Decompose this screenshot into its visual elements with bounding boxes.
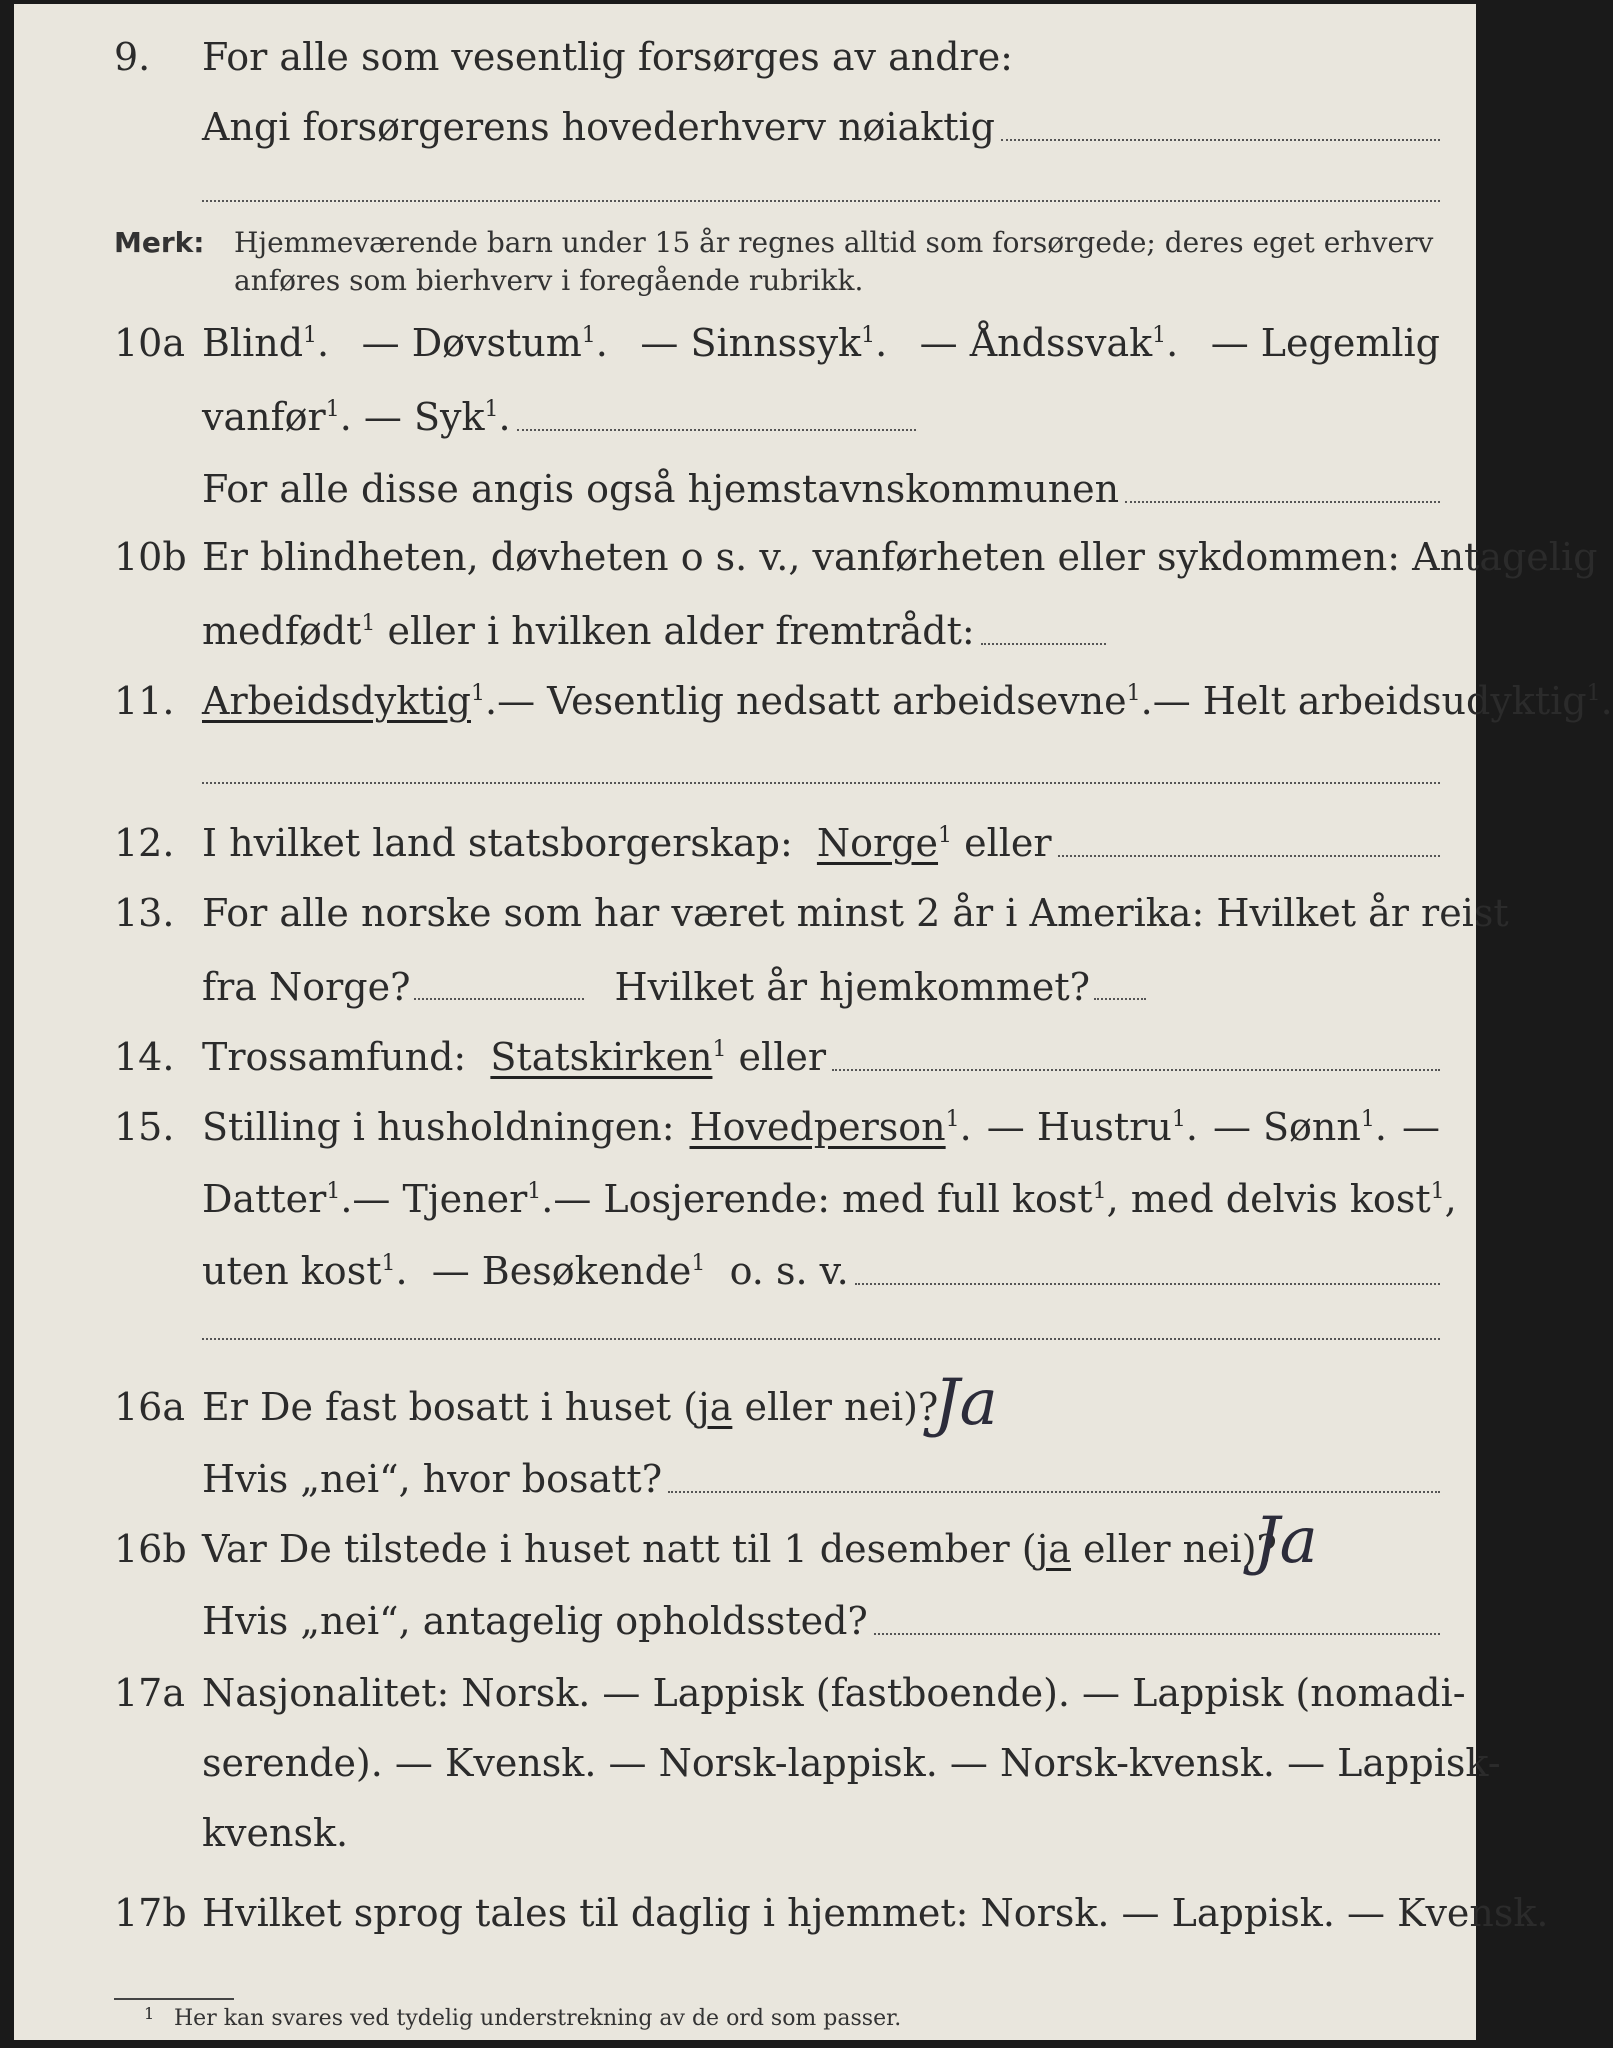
answer-line[interactable] xyxy=(1058,855,1440,857)
answer-line[interactable] xyxy=(414,998,584,1000)
option-besokende[interactable]: — Besøkende$^1$ xyxy=(431,1249,706,1293)
question-number: 12. xyxy=(114,821,175,865)
question-text: Trossamfund: xyxy=(202,1035,467,1079)
question-text: For alle norske som har været minst 2 år i Amerika: Hvilket år reist xyxy=(202,891,1509,935)
question-number: 9. xyxy=(114,35,151,79)
merk-label: Merk: xyxy=(114,226,205,259)
footnote-rule xyxy=(114,1998,234,2000)
question-text: Er blindheten, døvheten o s. v., vanførheten eller sykdommen: Antagelig xyxy=(202,535,1598,579)
question-text: Er De fast bosatt i huset ( xyxy=(202,1385,698,1429)
option-eller: eller xyxy=(964,821,1052,865)
answer-line[interactable] xyxy=(517,429,916,431)
option-tjener[interactable]: — Tjener$^1$. xyxy=(352,1177,554,1221)
question-number: 11. xyxy=(114,679,175,723)
option-full-kost[interactable]: — Losjerende: med full kost$^1$ xyxy=(553,1177,1107,1221)
handwritten-answer: Ja xyxy=(1254,1504,1318,1578)
question-text: fra Norge? xyxy=(202,965,411,1009)
option-legemlig[interactable]: — Legemlig xyxy=(1210,321,1440,365)
answer-line[interactable] xyxy=(1001,139,1440,141)
census-form-page xyxy=(14,4,1613,2040)
option-arbeidsdyktig[interactable]: Arbeidsdyktig$^1$. xyxy=(202,679,498,723)
answer-line[interactable] xyxy=(855,1283,1440,1285)
option-sinnssyk[interactable]: — Sinnssyk$^1$. xyxy=(640,321,888,365)
option-norge[interactable]: Norge$^1$ xyxy=(816,821,953,865)
question-text: Nasjonalitet: Norsk. — Lappisk (fastboende). — Lappisk (nomadi- xyxy=(202,1671,1466,1715)
option-nedsatt-arbeidsevne[interactable]: — Vesentlig nedsatt arbeidsevne$^1$. xyxy=(497,679,1153,723)
answer-line[interactable] xyxy=(1125,501,1440,503)
answer-line[interactable] xyxy=(668,1491,1440,1493)
option-medfodt[interactable]: medfødt$^1$ xyxy=(202,609,376,653)
answer-line[interactable] xyxy=(202,1338,1440,1340)
merk-line-2: anføres som bierhverv i foregående rubrikk. xyxy=(234,264,864,297)
answer-line[interactable] xyxy=(832,1069,1440,1071)
answer-line[interactable] xyxy=(202,200,1440,202)
option-vanfor[interactable]: vanfør$^1$. xyxy=(202,395,364,439)
question-text: Hvilket sprog tales til daglig i hjemmet: Norsk. — Lappisk. — Kvensk. xyxy=(202,1891,1549,1935)
question-text: eller nei)? xyxy=(1083,1527,1277,1571)
answer-line[interactable] xyxy=(1094,998,1146,1000)
question-text: o. s. v. xyxy=(729,1249,849,1293)
question-number: 10b xyxy=(114,535,187,579)
option-arbeidsudyktig[interactable]: — Helt arbeidsudyktig$^1$. xyxy=(1152,679,1613,723)
option-andssvak[interactable]: — Åndssvak$^1$. xyxy=(919,321,1179,365)
option-hovedperson[interactable]: Hovedperson$^1$. xyxy=(689,1105,972,1149)
answer-line[interactable] xyxy=(202,782,1440,784)
question-number: 16a xyxy=(114,1385,186,1429)
option-syk[interactable]: — Syk$^1$. xyxy=(363,395,511,439)
handwritten-answer: Ja xyxy=(934,1366,998,1440)
question-text: For alle disse angis også hjemstavnskommunen xyxy=(202,467,1120,511)
question-number: 16b xyxy=(114,1527,187,1571)
option-uten-kost[interactable]: uten kost$^1$. xyxy=(202,1249,432,1293)
answer-line[interactable] xyxy=(981,643,1106,645)
option-datter[interactable]: Datter$^1$. xyxy=(202,1177,353,1221)
question-number: 13. xyxy=(114,891,175,935)
question-text: I hvilket land statsborgerskap: xyxy=(202,821,793,865)
option-blind[interactable]: Blind$^1$. xyxy=(202,321,330,365)
merk-line-1: Hjemmeværende barn under 15 år regnes alltid som forsørgede; deres eget erhverv xyxy=(234,226,1434,259)
option-statskirken[interactable]: Statskirken$^1$ xyxy=(490,1035,727,1079)
question-text: Angi forsørgerens hovederhverv nøiaktig xyxy=(202,105,996,149)
question-text: Hvis „nei“, antagelig opholdssted? xyxy=(202,1599,868,1643)
question-number: 10a xyxy=(114,321,186,365)
footnote: Her kan svares ved tydelig understrekning av de ord som passer. xyxy=(174,2006,902,2031)
question-text: serende). — Kvensk. — Norsk-lappisk. — Norsk-kvensk. — Lappisk- xyxy=(202,1741,1501,1785)
question-text: For alle som vesentlig forsørges av andre: xyxy=(202,35,1013,79)
option-sonn[interactable]: — Sønn$^1$. xyxy=(1212,1105,1387,1149)
answer-line[interactable] xyxy=(874,1633,1440,1635)
option-dovstum[interactable]: — Døvstum$^1$. xyxy=(361,321,608,365)
question-number: 14. xyxy=(114,1035,175,1079)
dash: — xyxy=(1401,1105,1440,1149)
question-text: Hvilket år hjemkommet? xyxy=(614,965,1091,1009)
question-text: eller nei)? xyxy=(744,1385,939,1429)
question-number: 17b xyxy=(114,1891,187,1935)
footnote-mark: 1 xyxy=(144,2004,155,2023)
question-text: Hvis „nei“, hvor bosatt? xyxy=(202,1457,663,1501)
option-hustru[interactable]: — Hustru$^1$. xyxy=(986,1105,1198,1149)
option-eller: eller xyxy=(738,1035,826,1079)
option-ja[interactable]: ja xyxy=(697,1385,733,1429)
question-text: Var De tilstede i huset natt til 1 desember ( xyxy=(202,1527,1037,1571)
question-number: 15. xyxy=(114,1105,175,1149)
option-ja[interactable]: ja xyxy=(1036,1527,1071,1571)
question-number: 17a xyxy=(114,1671,186,1715)
question-text: eller i hvilken alder fremtrådt: xyxy=(387,609,975,653)
option-delvis-kost[interactable]: , med delvis kost$^1$, xyxy=(1106,1177,1457,1221)
merk-text xyxy=(234,224,1440,300)
question-text: Stilling i husholdningen: xyxy=(202,1105,675,1149)
question-text: kvensk. xyxy=(202,1811,349,1855)
